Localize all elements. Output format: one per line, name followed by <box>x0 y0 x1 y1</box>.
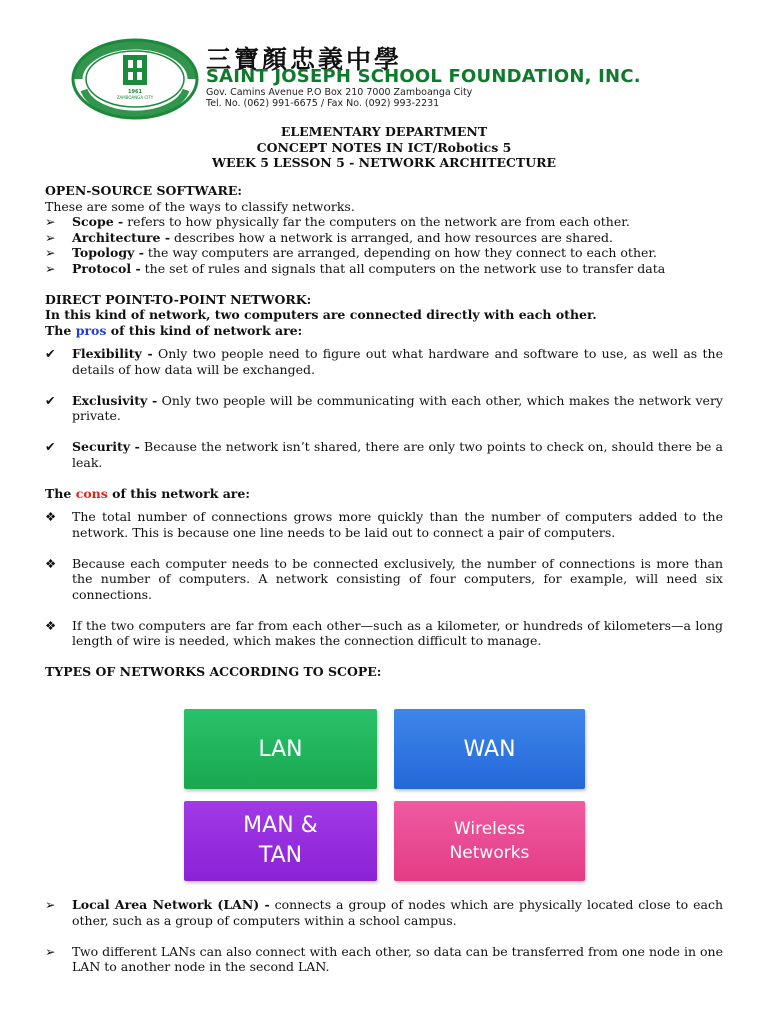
definition: refers to how physically far the computers on the network are from each other. <box>123 214 630 229</box>
definition: Only two people will be communicating with each other, which makes the network very private. <box>72 392 723 423</box>
arrow-bullet-icon: ➢ <box>45 260 56 276</box>
text: of this network are: <box>107 485 250 501</box>
document-titles <box>0 124 768 171</box>
term: Security - <box>72 439 140 454</box>
address-line: Gov. Camins Avenue P.O Box 210 7000 Zamboanga City <box>206 87 473 98</box>
definition: Because the network isn’t shared, there are only two points to check on, should there be a leak. <box>72 439 723 470</box>
lesson-title: WEEK 5 LESSON 5 - NETWORK ARCHITECTURE <box>211 155 557 170</box>
checkmark-icon: ✔ <box>45 439 56 454</box>
pros-item <box>45 346 723 377</box>
cons-text: The total number of connections grows more quickly than the number of computers added to the network. This is because one line needs to be laid out to connect a pair of computers. <box>72 509 723 540</box>
pros-intro <box>45 323 723 339</box>
lan-label: LAN <box>258 736 303 762</box>
arrow-bullet-icon: ➢ <box>45 897 56 912</box>
list-item <box>45 261 723 277</box>
department-title: ELEMENTARY DEPARTMENT <box>280 124 488 139</box>
oss-intro: These are some of the ways to classify networks. <box>45 198 355 214</box>
man-tan-tile <box>184 801 377 881</box>
concept-notes-body <box>45 183 723 680</box>
term: Local Area Network (LAN) - <box>72 897 270 912</box>
arrow-bullet-icon: ➢ <box>45 943 56 959</box>
checkmark-icon: ✔ <box>45 392 56 408</box>
wireless-networks-tile <box>394 801 585 881</box>
definition: Two different LANs can also connect with each other, so data can be transferred from one node in one LAN to another node in the second LAN. <box>72 943 723 974</box>
cons-item <box>45 618 723 649</box>
wan-label: WAN <box>463 736 516 762</box>
school-address <box>206 87 472 109</box>
subject-title: CONCEPT NOTES IN ICT/Robotics 5 <box>256 139 512 155</box>
oss-heading: OPEN-SOURCE SOFTWARE: <box>45 183 243 198</box>
diamond-bullet-icon: ❖ <box>45 509 57 524</box>
p2p-heading: DIRECT POINT-TO-POINT NETWORK: <box>45 291 312 307</box>
wireless-label: Wireless <box>453 819 526 839</box>
cons-item <box>45 556 723 603</box>
definition: describes how a network is arranged, and how resources are shared. <box>170 229 614 245</box>
networks-label: Networks <box>449 843 530 863</box>
chinese-school-name: 三寶顏忠義中學 <box>206 45 403 74</box>
text: The <box>45 322 76 338</box>
cons-text: If the two computers are far from each other—such as a kilometer, or hundreds of kilometers—a long length of wire is needed, which makes the connection difficult to manage. <box>72 617 723 648</box>
list-item <box>45 245 723 261</box>
definition: the way computers are arranged, depending on how they connect to each other. <box>143 245 657 260</box>
term: Architecture - <box>72 229 171 245</box>
diamond-bullet-icon: ❖ <box>45 555 57 571</box>
term: Exclusivity - <box>72 392 158 408</box>
pros-item <box>45 393 723 424</box>
scope-heading: TYPES OF NETWORKS ACCORDING TO SCOPE: <box>45 664 382 679</box>
cons-intro <box>45 486 723 502</box>
list-item <box>45 214 723 230</box>
pros-word: pros <box>75 322 107 338</box>
list-item <box>45 230 723 246</box>
school-name: SAINT JOSEPH SCHOOL FOUNDATION, INC. <box>206 66 641 87</box>
tan-label: TAN <box>258 843 303 868</box>
cons-item <box>45 509 723 540</box>
pros-item <box>45 439 723 470</box>
man-label: MAN & <box>243 813 318 838</box>
cons-text: Because each computer needs to be connected exclusively, the number of connections is more than the number of computers. A network consisting of four computers, for example, will need six connections. <box>72 555 723 602</box>
lan-tile <box>184 709 377 789</box>
list-item <box>45 944 723 975</box>
term: Protocol - <box>72 260 141 276</box>
arrow-bullet-icon: ➢ <box>45 229 56 245</box>
text: of this kind of network are: <box>106 322 303 338</box>
logo-year: 1961 <box>128 89 142 95</box>
logo-city: ZAMBOANGA CITY <box>116 95 154 100</box>
definition: Only two people need to figure out what hardware and software to use, as well as the details of how data will be exchanged. <box>72 346 723 377</box>
letterhead <box>0 0 768 120</box>
wan-tile <box>394 709 585 789</box>
scope-definitions <box>45 897 723 975</box>
school-seal-logo <box>70 38 200 120</box>
arrow-bullet-icon: ➢ <box>45 245 56 260</box>
diamond-bullet-icon: ❖ <box>45 617 57 633</box>
contact-line: Tel. No. (062) 991-6675 / Fax No. (092) 993-2231 <box>206 98 440 109</box>
list-item <box>45 897 723 928</box>
term: Topology - <box>72 245 144 260</box>
definition: the set of rules and signals that all computers on the network use to transfer data <box>140 260 666 276</box>
p2p-description: In this kind of network, two computers are connected directly with each other. <box>45 307 597 322</box>
checkmark-icon: ✔ <box>45 346 56 361</box>
cons-word: cons <box>75 485 108 501</box>
term: Flexibility - <box>72 346 153 361</box>
term: Scope - <box>72 214 124 229</box>
text: The <box>45 485 76 501</box>
definition: connects a group of nodes which are physically located close to each other, such as a group of computers within a school campus. <box>72 897 723 928</box>
arrow-bullet-icon: ➢ <box>45 214 56 229</box>
